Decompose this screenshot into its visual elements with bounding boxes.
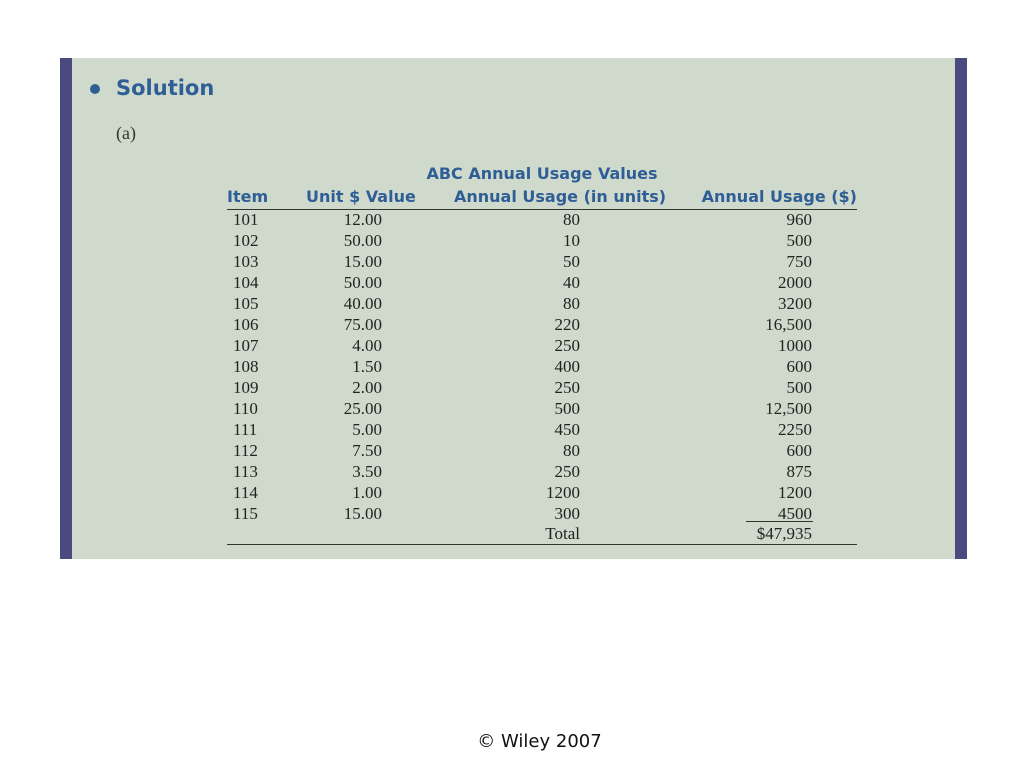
table-header [227,185,857,210]
cell-unit-value: 50.00 [343,231,382,250]
table-row [227,293,857,314]
table-row [227,461,857,482]
cell-annual-units: 250 [554,378,580,397]
cell-annual-dollars: 16,500 [765,315,812,334]
cell-annual-dollars: 1200 [778,483,812,502]
cell-annual-dollars: 2000 [778,273,812,292]
table-row [227,419,857,440]
cell-item: 104 [233,273,259,292]
cell-annual-dollars: 500 [786,231,812,250]
column-header-unit-value: Unit $ Value [306,187,416,206]
cell-unit-value: 25.00 [343,399,382,418]
bullet-icon [90,84,100,94]
cell-annual-units: 10 [563,231,580,250]
cell-annual-units: 80 [563,210,580,229]
cell-unit-value: 7.50 [352,441,382,460]
cell-unit-value: 3.50 [352,462,382,481]
cell-item: 107 [233,336,259,355]
subtotal-rule [746,521,813,522]
cell-annual-dollars: 3200 [778,294,812,313]
cell-unit-value: 4.00 [352,336,382,355]
table-row [227,356,857,377]
cell-annual-units: 250 [554,336,580,355]
table-body [227,209,857,524]
cell-unit-value: 12.00 [343,210,382,229]
table-caption: ABC Annual Usage Values [426,164,658,183]
table-row [227,377,857,398]
cell-annual-units: 250 [554,462,580,481]
table-row [227,272,857,293]
cell-unit-value: 15.00 [343,252,382,271]
cell-item: 111 [233,420,258,439]
cell-unit-value: 75.00 [343,315,382,334]
cell-annual-units: 400 [554,357,580,376]
table-row [227,230,857,251]
table-row [227,314,857,335]
cell-item: 115 [233,504,258,523]
copyright-footer: © Wiley 2007 [477,731,602,752]
cell-annual-dollars: 12,500 [765,399,812,418]
cell-item: 109 [233,378,259,397]
sub-label: (a) [116,123,136,143]
left-border-bar [60,58,72,559]
right-border-bar [955,58,967,559]
cell-annual-units: 500 [554,399,580,418]
cell-item: 114 [233,483,258,502]
table-row [227,209,857,230]
cell-annual-dollars: 500 [786,378,812,397]
cell-annual-dollars: 875 [786,462,812,481]
column-header-annual-units: Annual Usage (in units) [454,187,667,206]
cell-annual-dollars: 4500 [778,504,812,523]
cell-unit-value: 2.00 [352,378,382,397]
cell-annual-units: 80 [563,294,580,313]
cell-annual-dollars: 1000 [778,336,812,355]
cell-item: 105 [233,294,259,313]
cell-unit-value: 50.00 [343,273,382,292]
cell-annual-dollars: 600 [786,441,812,460]
cell-unit-value: 15.00 [343,504,382,523]
cell-item: 102 [233,231,259,250]
cell-unit-value: 1.50 [352,357,382,376]
cell-item: 110 [233,399,258,418]
cell-annual-units: 1200 [546,483,580,502]
cell-item: 103 [233,252,259,271]
cell-item: 101 [233,210,259,229]
cell-unit-value: 40.00 [343,294,382,313]
table-row [227,482,857,503]
table-row [227,335,857,356]
cell-item: 106 [233,315,259,334]
cell-unit-value: 5.00 [352,420,382,439]
table-row [227,440,857,461]
cell-annual-units: 80 [563,441,580,460]
cell-annual-dollars: 600 [786,357,812,376]
cell-annual-units: 40 [563,273,580,292]
cell-unit-value: 1.00 [352,483,382,502]
cell-annual-units: 450 [554,420,580,439]
cell-item: 108 [233,357,259,376]
total-label: Total [545,524,580,543]
cell-item: 112 [233,441,258,460]
table-row [227,398,857,419]
column-header-item: Item [227,187,269,206]
cell-annual-dollars: 960 [786,210,812,229]
cell-annual-units: 220 [554,315,580,334]
total-row [227,523,857,545]
section-heading: Solution [116,76,215,100]
cell-item: 113 [233,462,258,481]
cell-annual-units: 300 [554,504,580,523]
table-row [227,251,857,272]
total-value: $47,935 [756,524,812,543]
cell-annual-dollars: 750 [786,252,812,271]
cell-annual-dollars: 2250 [778,420,812,439]
column-header-annual-dollars: Annual Usage ($) [701,187,857,206]
cell-annual-units: 50 [563,252,580,271]
